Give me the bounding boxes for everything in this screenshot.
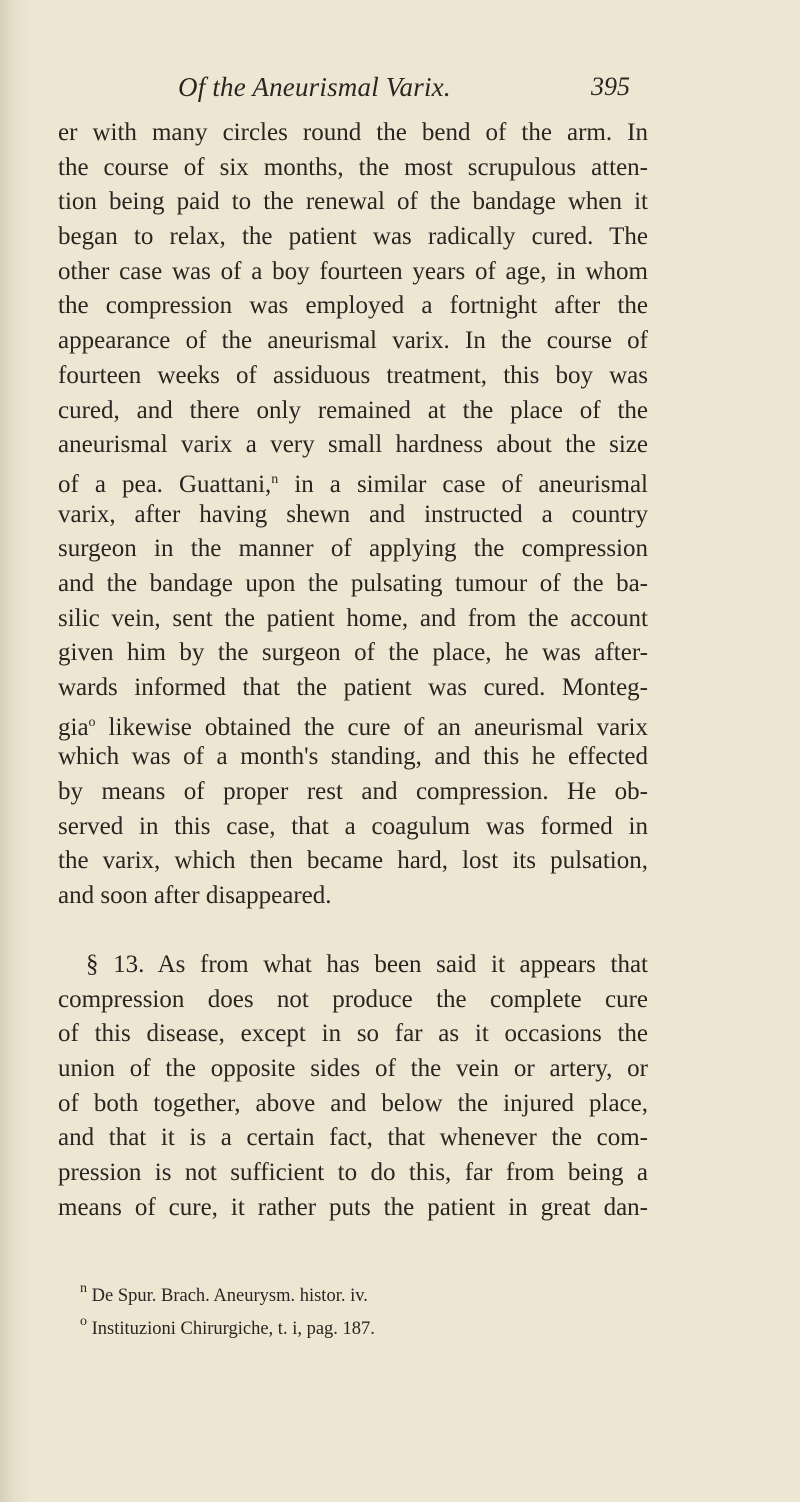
footnote-n	[80, 1276, 640, 1309]
text-line: and that it is a certain fact, that whenever the com-	[58, 1124, 648, 1152]
page-number: 395	[591, 72, 630, 101]
footnote-mark-n: n	[271, 471, 279, 487]
text-line: union of the opposite sides of the vein or artery, or	[58, 1054, 648, 1082]
text-line: silic vein, sent the patient home, and from the account	[58, 604, 648, 632]
footnote-text: De Spur. Brach. Aneurysm. histor. iv.	[87, 1286, 368, 1306]
text-line: means of cure, it rather puts the patient in great dan-	[58, 1193, 648, 1221]
text-line: the course of six months, the most scrupulous atten-	[58, 153, 648, 181]
paragraph-gap	[58, 914, 648, 948]
text-line: aneurismal varix a very small hardness about the size	[58, 431, 648, 459]
body-text	[58, 116, 648, 1225]
text-line	[58, 706, 648, 741]
running-head-title: Of the Aneurismal Varix.	[178, 72, 451, 102]
text-line: appearance of the aneurismal varix. In the course of	[58, 327, 648, 355]
text-line: tion being paid to the renewal of the bandage when it	[58, 188, 648, 216]
paragraph-2	[58, 948, 648, 1226]
text-line: began to relax, the patient was radically cured. The	[58, 223, 648, 251]
footnotes	[80, 1276, 640, 1342]
text-line: and the bandage upon the pulsating tumour of the ba-	[58, 569, 648, 597]
text-line: § 13. As from what has been said it appears that	[86, 950, 648, 978]
text-line: varix, after having shewn and instructed a country	[58, 500, 648, 528]
text-segment: likewise obtained the cure of an aneurismal varix	[95, 713, 648, 741]
footnote-mark-o: o	[88, 714, 96, 730]
footnote-o	[80, 1309, 640, 1342]
text-line: the compression was employed a fortnight after the	[58, 292, 648, 320]
text-line: given him by the surgeon of the place, he was after-	[58, 639, 648, 667]
footnote-mark: o	[80, 1314, 87, 1329]
text-line: of both together, above and below the injured place,	[58, 1089, 648, 1117]
paragraph-1	[58, 116, 648, 914]
text-line	[58, 463, 648, 498]
text-line: compression does not produce the complete cure	[58, 985, 648, 1013]
text-line: which was of a month's standing, and this he effected	[58, 743, 648, 771]
footnote-text: Instituzioni Chirurgiche, t. i, pag. 187.	[87, 1319, 375, 1339]
text-segment: in a similar case of aneurismal	[278, 470, 648, 498]
text-line: cured, and there only remained at the place of the	[58, 396, 648, 424]
text-line: by means of proper rest and compression. He ob-	[58, 778, 648, 806]
text-line: er with many circles round the bend of the arm. In	[58, 119, 648, 146]
text-segment: gia	[58, 713, 89, 741]
text-line: the varix, which then became hard, lost its pulsation,	[58, 847, 648, 875]
text-line: wards informed that the patient was cured. Monteg-	[58, 674, 648, 701]
running-head	[178, 72, 630, 112]
text-line: of this disease, except in so far as it occasions the	[58, 1020, 648, 1048]
text-line: other case was of a boy fourteen years of age, in whom	[58, 257, 648, 285]
text-line: and soon after disappeared.	[58, 882, 332, 910]
text-line: fourteen weeks of assiduous treatment, this boy was	[58, 361, 648, 389]
text-line: surgeon in the manner of applying the compression	[58, 535, 648, 563]
text-line: pression is not sufficient to do this, far from being a	[58, 1158, 648, 1186]
footnote-mark: n	[80, 1281, 87, 1296]
text-segment: of a pea. Guattani,	[58, 470, 272, 498]
text-line: served in this case, that a coagulum was formed in	[58, 812, 648, 840]
